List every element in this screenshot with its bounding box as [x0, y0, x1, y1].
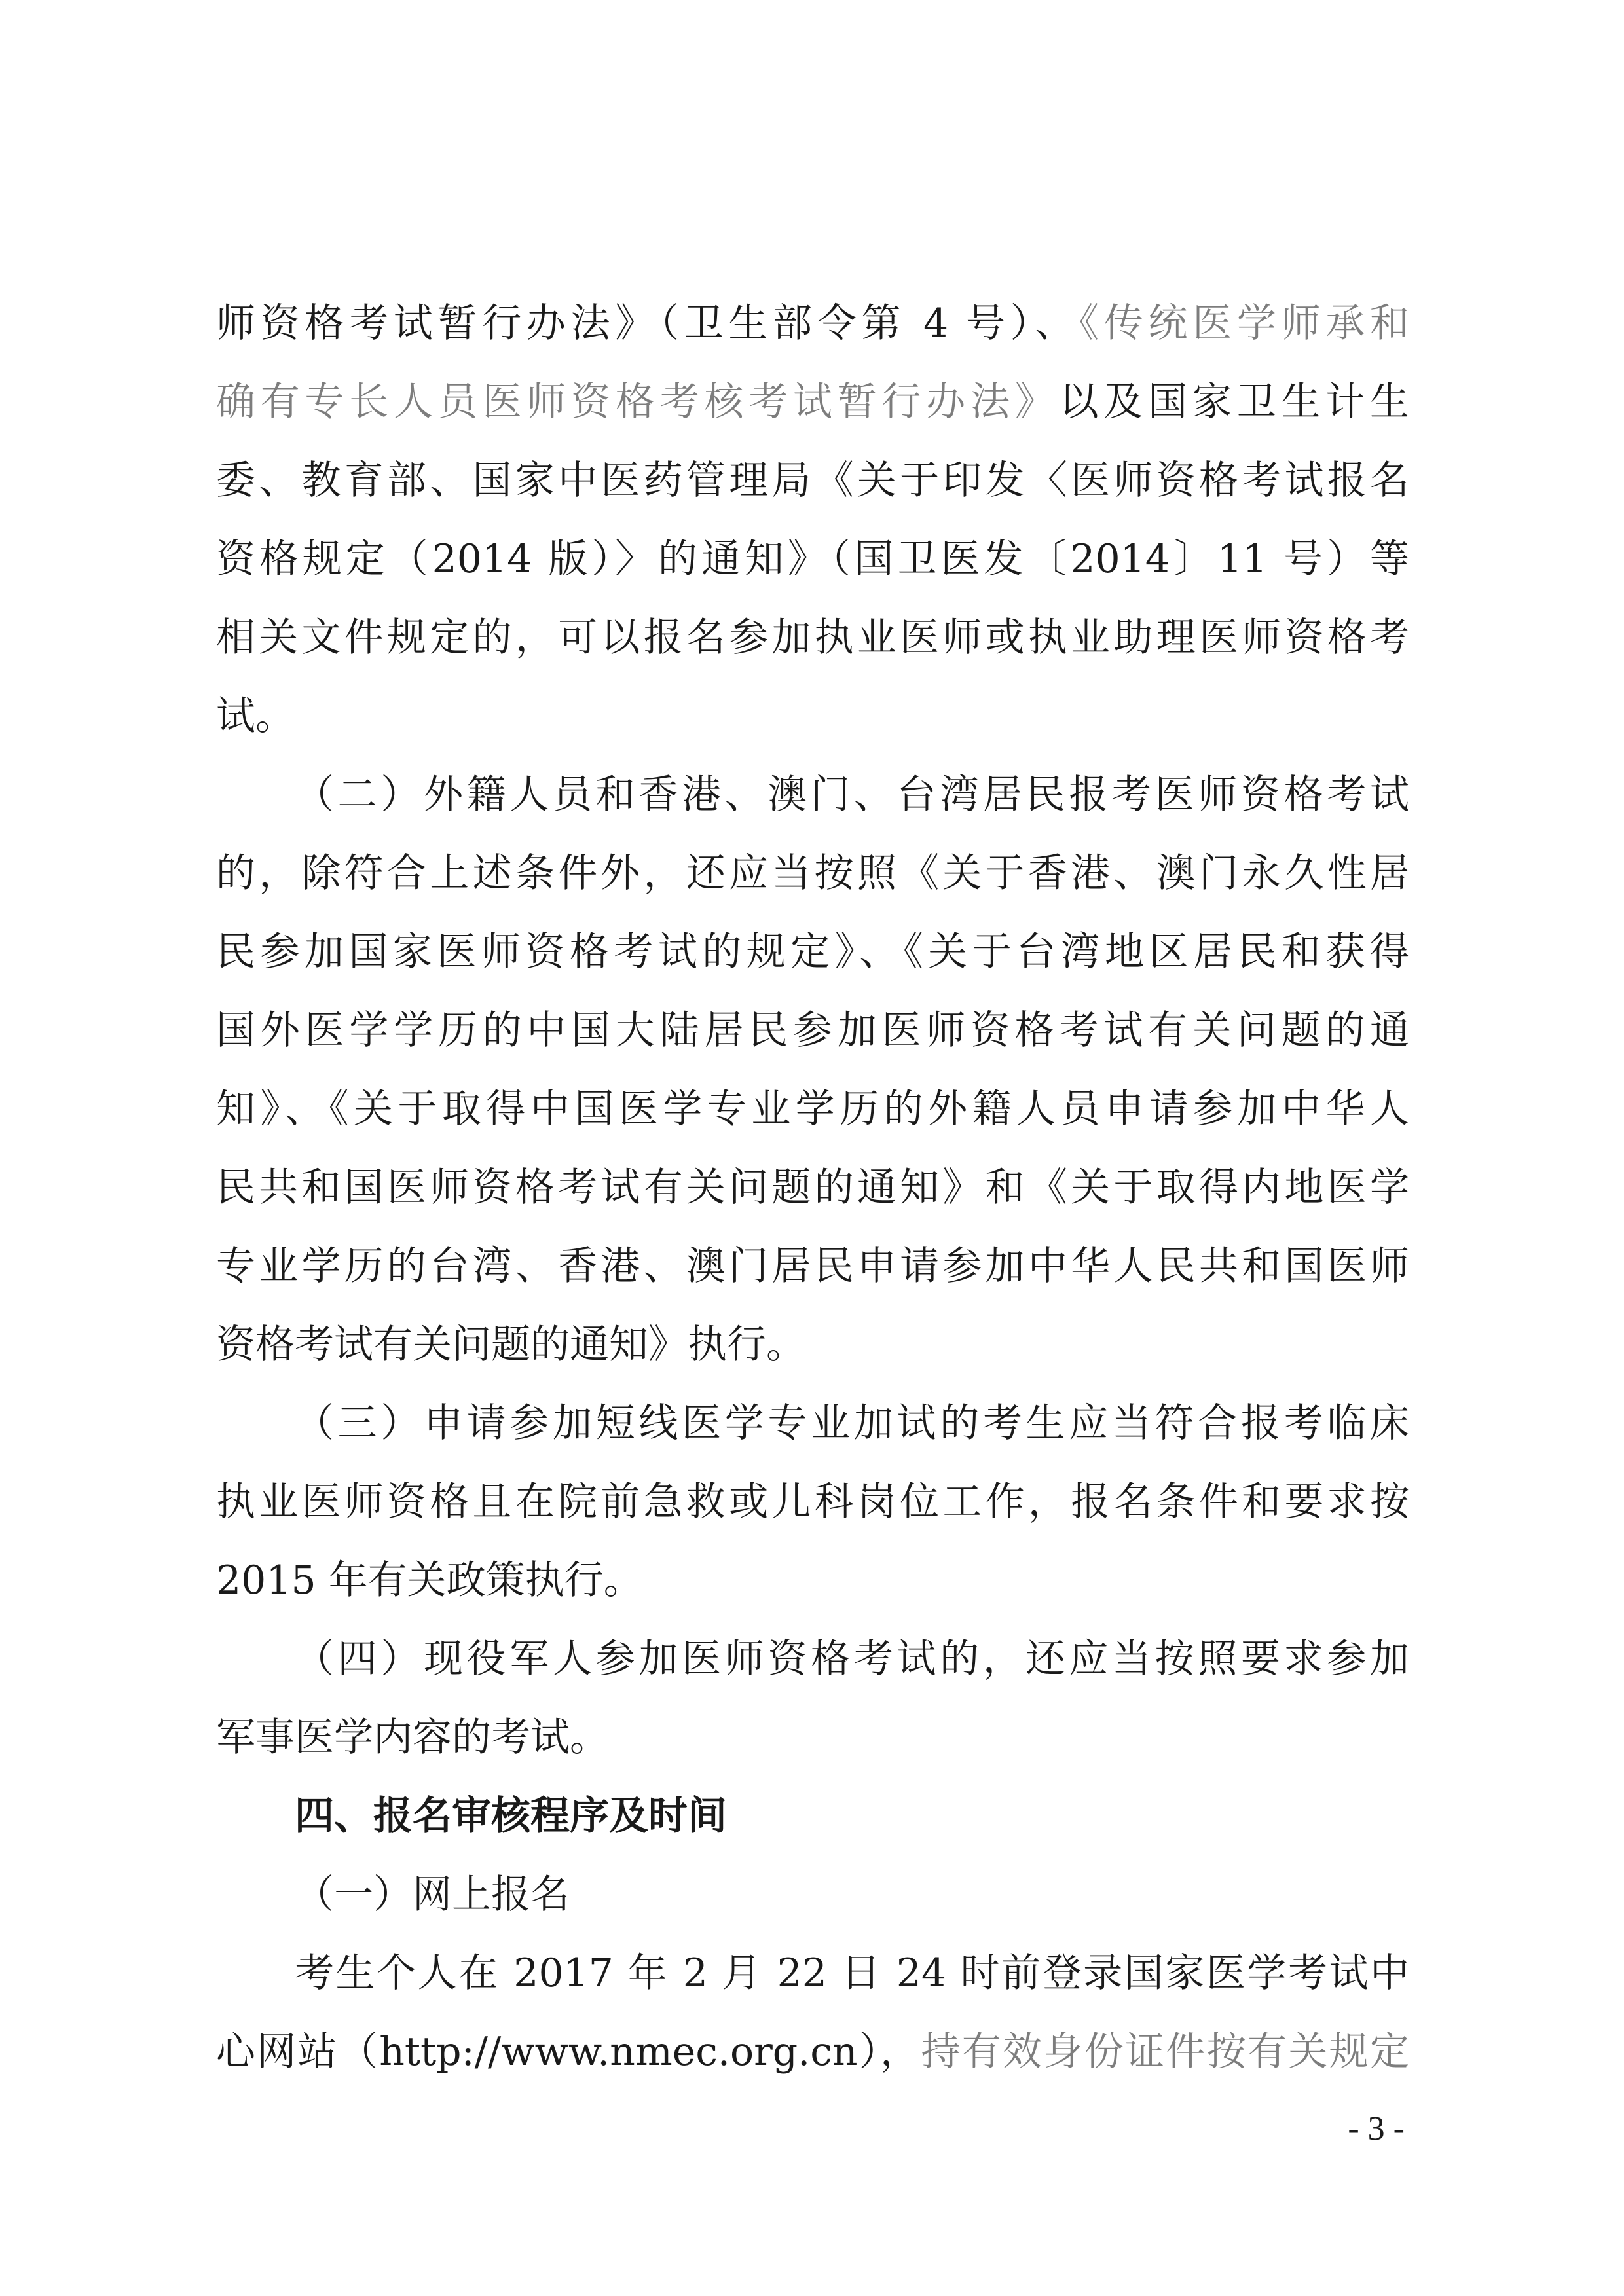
text-line: 国外医学学历的中国大陆居民参加医师资格考试有关问题的通	[216, 1008, 1409, 1053]
text-line: 相关文件规定的，可以报名参加执业医师或执业助理医师资格考	[216, 615, 1409, 661]
text-line: 委、教育部、国家中医药管理局《关于印发〈医师资格考试报名	[216, 458, 1409, 503]
text-line: 知》、《关于取得中国医学专业学历的外籍人员申请参加中华人	[216, 1086, 1409, 1132]
text-segment: 师资格考试暂行办法》（卫生部令第 4 号）、	[216, 301, 1080, 346]
paragraph-start-line: （三）申请参加短线医学专业加试的考生应当符合报考临床	[295, 1400, 1409, 1446]
text-line: 民共和国医师资格考试有关问题的通知》和《关于取得内地医学	[216, 1165, 1409, 1211]
paragraph-start-line: （四）现役军人参加医师资格考试的，还应当按照要求参加	[295, 1636, 1409, 1682]
text-line: 军事医学内容的考试。	[216, 1715, 609, 1760]
text-line: 2015 年有关政策执行。	[216, 1558, 643, 1603]
page-number: - 3 -	[1348, 2110, 1405, 2147]
text-line: 执业医师资格且在院前急救或儿科岗位工作，报名条件和要求按	[216, 1479, 1409, 1525]
text-line	[216, 2013, 1409, 2091]
paragraph-start-line: （二）外籍人员和香港、澳门、台湾居民报考医师资格考试	[295, 772, 1409, 818]
text-segment: 以及国家卫生计生	[1059, 379, 1410, 425]
paragraph-start-line: 考生个人在 2017 年 2 月 22 日 24 时前登录国家医学考试中	[295, 1950, 1409, 1996]
text-segment: 持有效身份证件按有关规定	[921, 2029, 1409, 2075]
text-segment: 确有专长人员医师资格考核考试暂行办法》	[216, 379, 1060, 425]
text-line: 专业学历的台湾、香港、澳门居民申请参加中华人民共和国医师	[216, 1243, 1409, 1289]
text-segment: 心网站（http://www.nmec.org.cn），	[216, 2029, 921, 2075]
text-line: 的，除符合上述条件外，还应当按照《关于香港、澳门永久性居	[216, 850, 1409, 896]
text-line: 资格考试有关问题的通知》执行。	[216, 1322, 805, 1368]
text-line: 试。	[216, 693, 295, 739]
text-line: 民参加国家医师资格考试的规定》、《关于台湾地区居民和获得	[216, 929, 1409, 975]
text-line	[216, 363, 1409, 441]
subsection-heading: （一）网上报名	[295, 1872, 570, 1918]
section-heading: 四、报名审核程序及时间	[295, 1793, 727, 1839]
text-line	[216, 284, 1409, 363]
text-line: 资格规定（2014 版）〉的通知》（国卫医发〔2014〕11 号）等	[216, 536, 1409, 582]
text-segment: 《传统医学师承和	[1079, 301, 1409, 346]
